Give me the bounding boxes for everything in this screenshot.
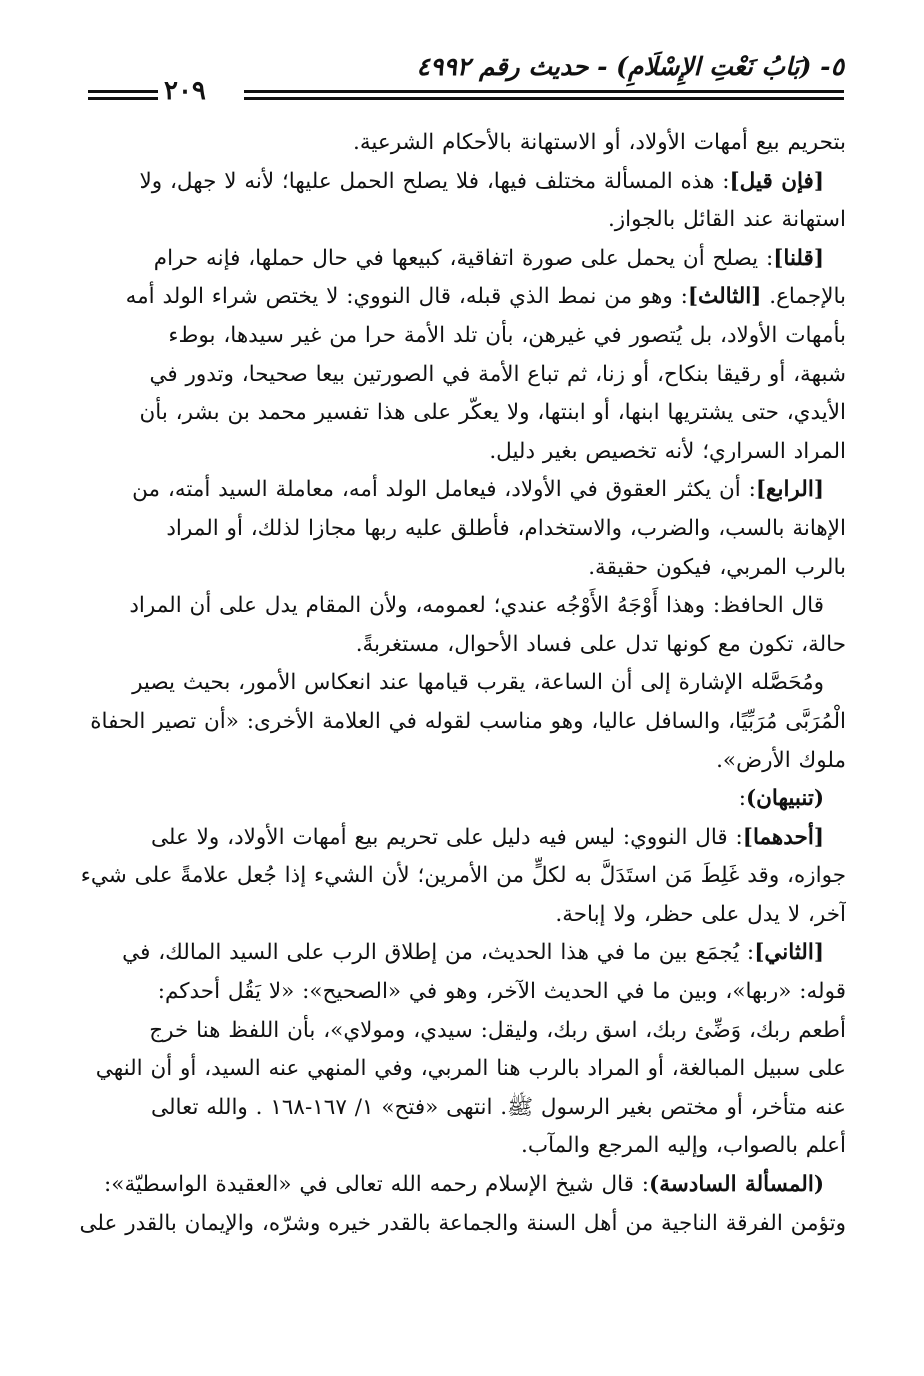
text-run: الإهانة بالسب، والضرب، والاستخدام، فأطلق عليه ربها مجازا لذلك، أو المراد [166,515,846,541]
text-line [78,1012,846,1051]
bold-heading: (المسألة السادسة) [649,1172,824,1198]
text-line [78,742,846,781]
text-line [78,857,846,896]
text-run: : [738,786,746,812]
running-title: ٥- (بَابُ نَعْتِ الإِسْلَامِ) - حديث رقم ٤٩٩٢ [416,52,844,81]
text-line [78,394,846,433]
text-line [78,317,846,356]
text-run: : قال شيخ الإسلام رحمه الله تعالى في «العقيدة الواسطيّة»: [104,1172,650,1198]
text-run: ومُحَصَّله الإشارة إلى أن الساعة، يقرب قيامها عند انعكاس الأمور، بحيث يصير [132,670,824,696]
bold-heading: [فإن قيل] [729,168,824,194]
text-run: قال الحافظ: وهذا أَوْجَهُ الأَوْجُه عندي؛ لعمومه، ولأن المقام يدل على أن المراد [129,593,824,619]
text-run: : قال النووي: ليس فيه دليل على تحريم بيع أمهات الأولاد، ولا على [150,824,743,850]
body-text [78,124,846,1243]
text-line [78,471,846,510]
text-line [78,124,846,163]
text-line [78,1050,846,1089]
text-run: : هذه المسألة مختلف فيها، فلا يصلح الحمل عليها؛ لأنه لا جهل، ولا [139,168,730,194]
text-line [78,163,846,202]
text-run: استهانة عند القائل بالجواز. [607,207,846,233]
bold-heading: [الرابع] [755,477,824,503]
text-run: الْمُرَبَّى مُرَبِّيًا، والسافل عاليا، وهو مناسب لقوله في العلامة الأخرى: «أن تصير الحفاة [90,708,846,734]
text-run: : يصلح أن يحمل على صورة اتفاقية، كبيعها في حال حملها، فإنه حرام [153,245,774,271]
text-run: أعلم بالصواب، وإليه المرجع والمآب. [521,1133,846,1159]
text-run: : وهو من نمط الذي قبله، قال النووي: لا يختص شراء الولد أمه [125,284,688,310]
text-run: : أن يكثر العقوق في الأولاد، فيعامل الولد أمه، معاملة السيد أمته، من [132,477,756,503]
bold-heading: [أحدهما] [742,824,824,850]
text-line [78,896,846,935]
text-run: ملوك الأرض». [716,747,846,773]
text-line [78,356,846,395]
text-run: الأيدي، حتى يشتريها ابنها، أو ابنتها، ولا يعكّر على هذا تفسير محمد بن بشر، بأن [139,400,846,426]
header-rule [244,97,844,100]
text-line [78,664,846,703]
text-line [78,510,846,549]
header-rule [88,90,158,93]
text-line [78,549,846,588]
bold-heading: [قلنا] [773,245,824,271]
text-run: أطعم ربك، وَضِّئ ربك، اسق ربك، وليقل: سيدي، ومولاي»، بأن اللفظ هنا خرج [149,1017,846,1043]
text-line [78,1089,846,1128]
text-line [78,1205,846,1244]
text-run: شبهة، أو رقيقا بنكاح، أو زنا، ثم تباع الأمة في الصورتين بيعا صحيحا، وتدور في [149,361,846,387]
text-run: قوله: «ربها»، وبين ما في الحديث الآخر، وهو في «الصحيح»: «لا يَقُل أحدكم: [157,979,846,1005]
text-line [78,433,846,472]
text-run: عنه متأخر، أو مختص بغير الرسول ﷺ. انتهى «فتح» ١/ ١٦٧-١٦٨ . والله تعالى [151,1094,846,1120]
header-rule [244,90,844,93]
text-line [78,587,846,626]
text-line [78,201,846,240]
text-run: المراد السراري؛ لأنه تخصيص بغير دليل. [489,438,846,464]
text-line [78,934,846,973]
text-run: بالرب المربي، فيكون حقيقة. [588,554,846,580]
text-line [78,1166,846,1205]
text-run: وتؤمن الفرقة الناجية من أهل السنة والجماعة بالقدر خيره وشرّه، والإيمان بالقدر على [79,1210,846,1236]
text-line [78,780,846,819]
page-header [84,52,844,108]
bold-heading: (تنبيهان) [745,786,824,812]
text-line [78,973,846,1012]
header-rule [88,97,158,100]
page-number: ٢٠٩ [164,76,206,106]
text-line [78,1127,846,1166]
text-line [78,240,846,279]
text-run: بالإجماع. [761,284,846,310]
text-run: آخر، لا يدل على حظر، ولا إباحة. [555,901,846,927]
text-line [78,278,846,317]
text-run: بتحريم بيع أمهات الأولاد، أو الاستهانة بالأحكام الشرعية. [353,130,846,155]
text-line [78,626,846,665]
text-run: على سبيل المبالغة، أو المراد بالرب هنا المربي، وفي المنهي عنه السيد، أو أن النهي [95,1056,846,1082]
bold-heading: [الثاني] [754,940,824,966]
text-run: حالة، تكون مع كونها تدل على فساد الأحوال، مستغربةً. [355,631,846,657]
bold-heading: [الثالث] [687,284,762,310]
text-line [78,819,846,858]
text-line [78,703,846,742]
text-run: بأمهات الأولاد، بل يُتصور في غيرهن، بأن تلد الأمة حرا من غير سيدها، بوطء [168,322,846,348]
text-run: جوازه، وقد غَلِطَ مَن استَدَلَّ به لكلٍّ من الأمرين؛ لأن الشيء إذا جُعل علامةً على شيء [80,863,846,889]
text-run: : يُجمَع بين ما في هذا الحديث، من إطلاق الرب على السيد المالك، في [122,940,755,966]
